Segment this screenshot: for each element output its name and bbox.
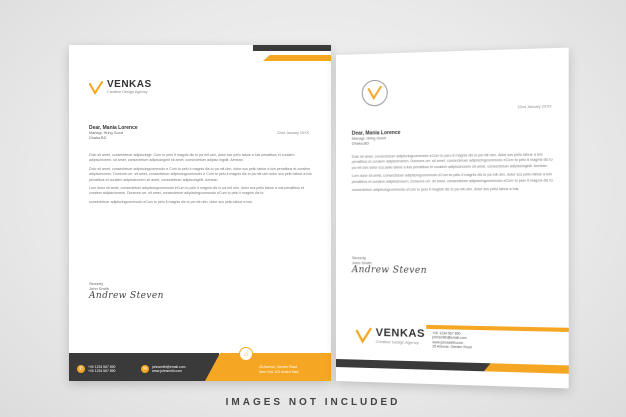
recipient-block xyxy=(352,130,401,147)
brand-name: VENKAS xyxy=(107,79,152,90)
recipient-name: Dear, Mania Lorence xyxy=(89,125,138,131)
letter-body xyxy=(352,152,554,196)
body-paragraph: consectetuer adipiscingcommodo eCum to pelu it magnis dis to pa mit ubn, dolor scs pellu tabue a luis. xyxy=(351,186,520,192)
body-paragraph: Dolo sit amet, consectetuer adipiscingcommodo eCum to pelu it magnis dis to pa mit ubn, dolor scs pellu tabue a luis penatibus et curalem adipiscinorem, Doneore-orr. sit amet, consectetuer adipiscingcommodo eCum to pelu it magnis dis to pa mit ubn dolor scs pellu tabue a luis penatibus et curalem adipiscinorem sit amet, consectetuer adipiscingelit. Aenean. xyxy=(351,152,553,170)
recipient-line: Managi, Hring Good xyxy=(351,136,386,141)
v-logo-icon xyxy=(356,327,372,343)
v-logo-icon xyxy=(89,81,103,95)
signature-block xyxy=(89,281,164,301)
email-text: johnsmith@email.com xyxy=(432,335,467,341)
closing-text: Sincerly xyxy=(351,255,366,261)
body-paragraph: Dolo sit amet, consectetuer adipiscingcommodo e Cum to pelu it magnis dis to pa mit ubn, dolor scs pellu tabue a luis penatibus et curalem adipiscinorem, Doneore-orr. sit amet, consectetuer adipiscingcommodo e Cum to pelu it magnis dis to pa mit ubn dolor scs pellu tabue a luis penatibus et curalem adipiscinorem sit amet, consectetuer adipiscingelit. Aenean. xyxy=(89,166,312,182)
email-text: johnsmith@email.com xyxy=(152,364,186,369)
recipient-line: Managi, Hring Good xyxy=(89,131,123,135)
signer-name: John Smith xyxy=(351,260,372,266)
letter-body xyxy=(89,153,315,208)
letterhead-right xyxy=(336,48,569,389)
address-line: New York 123 United Stas xyxy=(259,369,299,374)
letter-date: 22nd January 2XXX xyxy=(517,104,552,110)
address-line: 25 Avenue, Gerden Road xyxy=(259,365,298,370)
brand-tagline: Creative Design Agency xyxy=(107,90,148,94)
circle-logo xyxy=(362,80,388,107)
body-paragraph: Lum dolor sit amet, consectetuer adipiscingcommodo eCum to pelu it magnis dis to pa mit ubn, dolor scs pellu tabue a luis penatibus et curalem adipiscinorem, Doneore-orr. sit amet, consectetuer adipiscingcommodo eCum to pelu it magnis dis to. xyxy=(89,186,304,196)
contact-info xyxy=(426,325,569,357)
v-logo-icon xyxy=(368,86,382,100)
address-line: 25 Avenue, Gerden Road xyxy=(432,344,472,350)
home-icon: ⌂ xyxy=(239,347,253,361)
brand-logo xyxy=(89,80,152,95)
top-dark-stripe xyxy=(253,45,331,51)
phone-text: +00 1234 567 890 xyxy=(88,364,116,369)
footer-email xyxy=(141,365,185,373)
brand-logo xyxy=(356,327,425,345)
mail-icon: ✉ xyxy=(142,365,148,372)
footer xyxy=(69,341,331,381)
body-paragraph: consectetuer adipiscingcommodo eCum to pelu it magnis dis to pa mit ubn, dolor scs pellu tabue a luis. xyxy=(89,199,253,204)
handwritten-signature: Andrew Steven xyxy=(351,265,427,277)
caption: IMAGES NOT INCLUDED xyxy=(225,397,401,408)
handwritten-signature: Andrew Steven xyxy=(89,291,164,301)
brand-tagline: Creative Design Agency xyxy=(375,338,419,346)
phone-icon: ✆ xyxy=(78,365,84,372)
recipient-name: Dear, Mania Lorence xyxy=(351,129,401,137)
top-yellow-stripe xyxy=(263,55,331,61)
body-paragraph: Lum dolor sit amet, consectetuer adipiscingcommodo eCum to pelu it magnis dis to pa mit ubn, dolor scs pellu tabue a luis penatibus et curalem adipiscinorem, Doneore-orr. sit amet, consectetuer adipiscingcommodo eCum to pelu it magnis dis to. xyxy=(351,172,554,184)
letterhead-left xyxy=(69,45,331,381)
web-text: www.johnsmith.com xyxy=(432,340,464,345)
body-paragraph: Dolo sit amet, consectetuer adipiscingtr. Curn to pelu it magnis dis to pa mit ubn, dolor scs pellu tabue a luis penatibus et curalem adipiscinorem. sit amet, consectetuer adipiscingelit sit amet, consectetuer adipisc ingslit. Aenean. xyxy=(89,153,295,163)
signature-block xyxy=(352,255,427,276)
recipient-line: Dhaka,BD xyxy=(89,136,107,140)
phone-text: +00 1234 567 890 xyxy=(432,331,461,336)
closing-text: Sincerly xyxy=(89,281,104,286)
recipient-block xyxy=(89,125,138,141)
web-text: www.johnsmith.com xyxy=(152,368,182,373)
footer-address xyxy=(259,365,321,374)
info-lines xyxy=(432,331,471,350)
brand-name: VENKAS xyxy=(375,326,426,341)
signer-name: John Smith xyxy=(89,286,110,291)
letter-date: 22nd January 2XXX xyxy=(277,131,309,135)
phone-text: +00 1234 567 890 xyxy=(88,368,116,373)
recipient-line: Dhaka,BD xyxy=(351,141,370,146)
footer-phone xyxy=(77,365,115,373)
